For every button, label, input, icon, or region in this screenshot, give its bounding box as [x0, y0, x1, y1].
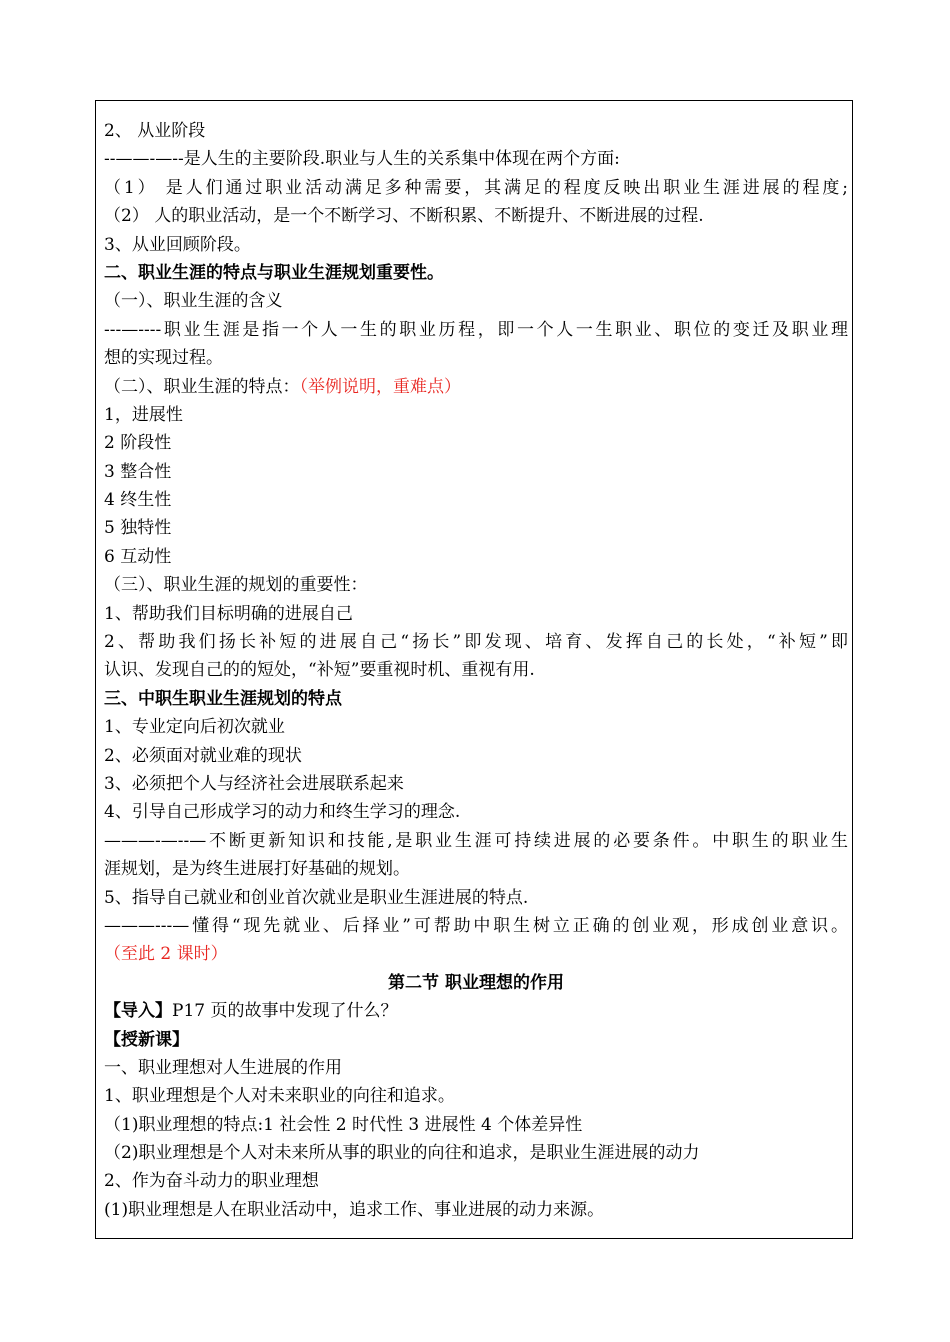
line-text: 4 终生性: [104, 490, 172, 511]
text-line: [104, 1026, 848, 1054]
line-text: （三）、职业生涯的规划的重要性：: [104, 575, 368, 596]
text-line: [104, 827, 848, 855]
line-text: ---—----职业生涯是指一个人一生的职业历程，即一个人一生职业、职位的变迁及职业理: [104, 319, 848, 340]
text-line: [104, 1054, 848, 1082]
text-line: [104, 486, 848, 514]
line-text: 1、职业理想是个人对未来职业的向往和追求。: [104, 1086, 455, 1107]
line-text: （一）、职业生涯的含义: [104, 291, 283, 312]
text-line: [104, 571, 848, 599]
text-line: [104, 656, 848, 684]
text-line: [104, 997, 848, 1025]
line-text: 想的实现过程。: [104, 348, 223, 369]
text-line: [104, 1111, 848, 1139]
document-body: [104, 117, 848, 1224]
line-text: 1、专业定向后初次就业: [104, 717, 285, 738]
text-line: [104, 259, 848, 287]
teacher-note: （举例说明，重难点）: [299, 376, 461, 397]
text-line: [104, 316, 848, 344]
text-line: [104, 231, 848, 259]
text-line: [104, 628, 848, 656]
text-line: [104, 855, 848, 883]
text-line: [104, 1167, 848, 1195]
text-line: [104, 287, 848, 315]
line-text: 5 独特性: [104, 518, 172, 539]
line-text: 三、中职生职业生涯规划的特点: [104, 688, 342, 709]
text-line: [104, 600, 848, 628]
text-line: [104, 174, 848, 202]
text-line: [104, 344, 848, 372]
line-text: 2 阶段性: [104, 433, 172, 454]
line-text: 涯规划，是为终生进展打好基础的规划。: [104, 859, 410, 880]
text-line: [104, 202, 848, 230]
line-text: （二）、职业生涯的特点：: [104, 376, 300, 397]
line-text: 5、指导自己就业和创业首次就业是职业生涯进展的特点.: [104, 887, 529, 908]
text-line: [104, 1196, 848, 1224]
text-line: [104, 373, 848, 401]
section-label: 【授新课】: [104, 1029, 189, 1050]
line-text: （1） 是人们通过职业活动满足多种需要，其满足的程度反映出职业生涯进展的程度;: [104, 177, 848, 198]
line-text: 6 互动性: [104, 546, 172, 567]
line-text: ———---—懂得“现先就业、后择业”可帮助中职生树立正确的创业观，形成创业意识。: [104, 915, 848, 936]
text-line: [104, 429, 848, 457]
text-line: [104, 1139, 848, 1167]
text-line: [104, 940, 848, 968]
line-text: 1、帮助我们目标明确的进展自己: [104, 603, 353, 624]
line-text: 2、帮助我们扬长补短的进展自己“扬长”即发现、培育、发挥自己的长处，“补短”即: [104, 632, 848, 653]
text-line: [104, 117, 848, 145]
line-text: --——-—--是人生的主要阶段.职业与人生的关系集中体现在两个方面:: [104, 149, 620, 170]
text-line: [104, 912, 848, 940]
line-text: 2、 从业阶段: [104, 121, 206, 141]
line-text: ———-—--—不断更新知识和技能,是职业生涯可持续进展的必要条件。中职生的职业生: [104, 830, 848, 851]
line-text: 3、从业回顾阶段。: [104, 234, 251, 255]
text-line: [104, 514, 848, 542]
line-text: P17 页的故事中发现了什么？: [172, 1001, 398, 1022]
line-text: 2、必须面对就业难的现状: [104, 745, 302, 766]
text-line: [104, 458, 848, 486]
line-text: 1，进展性: [104, 404, 183, 425]
text-line: [104, 969, 848, 997]
line-text: (1)职业理想是人在职业活动中，追求工作、事业进展的动力来源。: [104, 1199, 605, 1220]
line-text: 3 整合性: [104, 461, 172, 482]
text-line: [104, 713, 848, 741]
line-text: 一、职业理想对人生进展的作用: [104, 1057, 342, 1078]
line-text: 第二节 职业理想的作用: [388, 972, 564, 993]
text-line: [104, 742, 848, 770]
text-line: [104, 145, 848, 173]
line-text: 认识、发现自己的的短处，“补短”要重视时机、重视有用.: [104, 660, 535, 681]
line-text: （2） 人的职业活动，是一个不断学习、不断积累、不断提升、不断进展的过程.: [104, 206, 704, 227]
text-line: [104, 543, 848, 571]
text-line: [104, 1082, 848, 1110]
line-text: （2)职业理想是个人对未来所从事的职业的向往和追求，是职业生涯进展的动力: [104, 1143, 700, 1164]
text-line: [104, 685, 848, 713]
text-line: [104, 770, 848, 798]
text-line: [104, 884, 848, 912]
line-text: （1)职业理想的特点:1 社会性 2 时代性 3 进展性 4 个体差异性: [104, 1114, 583, 1135]
line-text: 4、引导自己形成学习的动力和终生学习的理念.: [104, 802, 461, 823]
section-label: 【导入】: [104, 1001, 172, 1022]
line-text: 3、必须把个人与经济社会进展联系起来: [104, 773, 404, 794]
line-text: 2、作为奋斗动力的职业理想: [104, 1171, 319, 1192]
line-text: 二、职业生涯的特点与职业生涯规划重要性。: [104, 262, 444, 283]
text-line: [104, 798, 848, 826]
teacher-note: （至此 2 课时）: [104, 944, 228, 965]
text-line: [104, 401, 848, 429]
